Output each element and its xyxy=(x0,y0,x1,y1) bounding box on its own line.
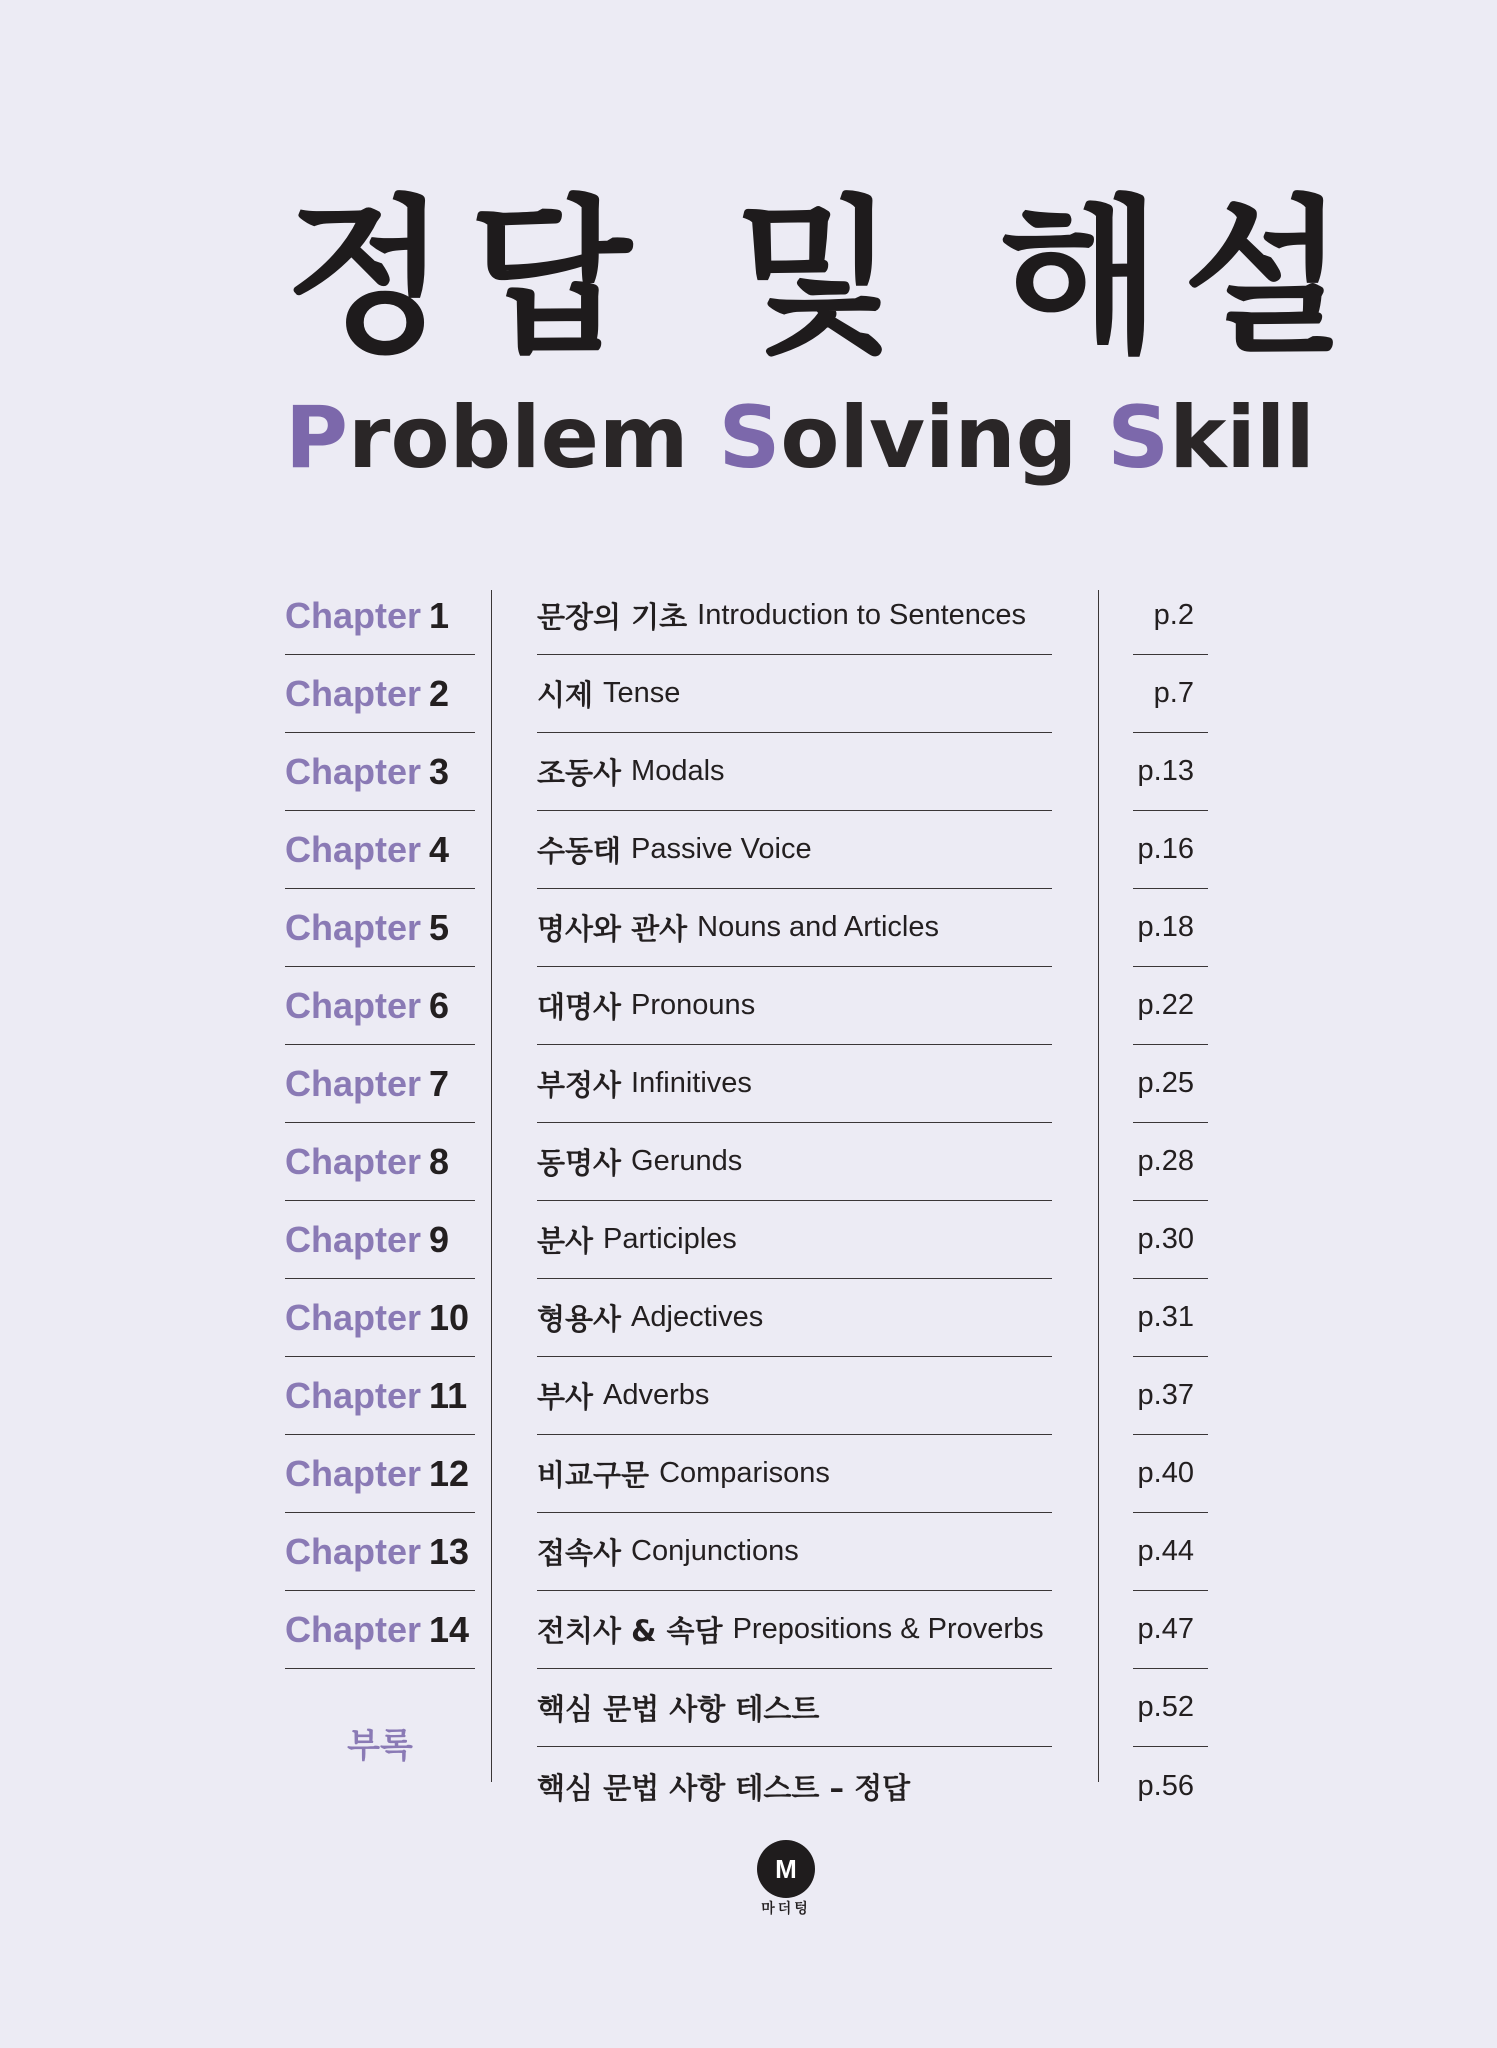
chapter-number: 2 xyxy=(429,672,450,714)
page-number: p.13 xyxy=(1137,755,1194,787)
toc-entry[interactable] xyxy=(537,655,1052,733)
page-number: p.2 xyxy=(1153,599,1194,631)
toc-page-ref[interactable] xyxy=(1133,1045,1208,1123)
title-initial-p: P xyxy=(285,388,349,488)
chapter-label-row[interactable] xyxy=(285,1279,475,1357)
page-number: p.25 xyxy=(1137,1067,1194,1099)
entry-title-korean: 핵심 문법 사항 테스트 xyxy=(537,1692,820,1726)
toc-page-ref[interactable] xyxy=(1133,811,1208,889)
toc-entry[interactable] xyxy=(537,1435,1052,1513)
toc-entry[interactable] xyxy=(537,1513,1052,1591)
chapter-column xyxy=(285,577,475,1669)
page-number: p.16 xyxy=(1137,833,1194,865)
toc-entry[interactable] xyxy=(537,889,1052,967)
toc-page-ref[interactable] xyxy=(1133,1747,1208,1825)
chapter-number: 8 xyxy=(429,1140,450,1182)
entry-title-english: Tense xyxy=(603,677,681,709)
column-divider-left xyxy=(491,590,492,1782)
toc-entry[interactable] xyxy=(537,733,1052,811)
toc-entry[interactable] xyxy=(537,1357,1052,1435)
chapter-label-row[interactable] xyxy=(285,577,475,655)
chapter-number: 14 xyxy=(429,1608,470,1650)
entry-title-korean: 명사와 관사 xyxy=(537,912,688,946)
appendix-entry[interactable] xyxy=(537,1669,1052,1747)
entry-title-korean: 문장의 기초 xyxy=(537,600,688,634)
toc-page-ref[interactable] xyxy=(1133,1591,1208,1669)
page-number: p.40 xyxy=(1137,1457,1194,1489)
title-initial-s1: S xyxy=(718,388,781,488)
chapter-word: Chapter xyxy=(285,1374,422,1416)
entry-title-korean: 핵심 문법 사항 테스트 – 정답 xyxy=(537,1770,911,1805)
entry-title-english: Adjectives xyxy=(631,1301,764,1333)
entry-title-english: Comparisons xyxy=(659,1457,830,1489)
toc-page-ref[interactable] xyxy=(1133,1435,1208,1513)
chapter-word: Chapter xyxy=(285,594,422,636)
entry-title-english: Gerunds xyxy=(631,1145,743,1177)
chapter-word: Chapter xyxy=(285,1296,422,1338)
toc-entry[interactable] xyxy=(537,967,1052,1045)
page-number: p.52 xyxy=(1137,1691,1194,1723)
chapter-number: 10 xyxy=(429,1296,470,1338)
publisher-logo-icon xyxy=(757,1840,815,1898)
publisher-name: 마더텅 xyxy=(761,1901,811,1917)
entry-title-english: Introduction to Sentences xyxy=(697,599,1027,631)
toc-entry[interactable] xyxy=(537,1591,1052,1669)
chapter-number: 4 xyxy=(429,828,450,870)
toc-entry[interactable] xyxy=(537,1279,1052,1357)
logo-letter: M xyxy=(775,1853,797,1884)
entry-title-korean: 접속사 xyxy=(537,1536,622,1570)
entry-title-korean: 비교구문 xyxy=(537,1458,650,1492)
page-column xyxy=(1133,577,1208,1825)
entry-title-korean: 동명사 xyxy=(537,1146,622,1180)
chapter-label-row[interactable] xyxy=(285,1357,475,1435)
chapter-word: Chapter xyxy=(285,750,422,792)
page-number: p.30 xyxy=(1137,1223,1194,1255)
chapter-word: Chapter xyxy=(285,672,422,714)
title-word-skill: kill xyxy=(1169,388,1315,488)
chapter-label-row[interactable] xyxy=(285,1435,475,1513)
chapter-number: 1 xyxy=(429,594,450,636)
entry-title-english: Infinitives xyxy=(631,1067,752,1099)
chapter-word: Chapter xyxy=(285,1608,422,1650)
chapter-label-row[interactable] xyxy=(285,811,475,889)
toc-entry[interactable] xyxy=(537,1123,1052,1201)
entry-title-korean: 대명사 xyxy=(537,990,622,1024)
entry-title-korean: 부정사 xyxy=(537,1068,622,1102)
chapter-number: 3 xyxy=(429,750,450,792)
chapter-word: Chapter xyxy=(285,1452,422,1494)
page-number: p.18 xyxy=(1137,911,1194,943)
entry-title-korean: 조동사 xyxy=(537,756,622,790)
chapter-word: Chapter xyxy=(285,828,422,870)
entry-title-english: Passive Voice xyxy=(631,833,812,865)
chapter-word: Chapter xyxy=(285,1062,422,1104)
chapter-label-row[interactable] xyxy=(285,655,475,733)
page-number: p.28 xyxy=(1137,1145,1194,1177)
entry-title-english: Prepositions & Proverbs xyxy=(732,1613,1044,1645)
entry-title-english: Modals xyxy=(631,755,725,787)
chapter-number: 12 xyxy=(429,1452,470,1494)
title-initial-s2: S xyxy=(1107,388,1170,488)
toc-page-ref[interactable] xyxy=(1133,733,1208,811)
chapter-label-row[interactable] xyxy=(285,733,475,811)
page-number: p.22 xyxy=(1137,989,1194,1021)
chapter-label-row[interactable] xyxy=(285,1123,475,1201)
chapter-number: 6 xyxy=(429,984,450,1026)
chapter-label-row[interactable] xyxy=(285,967,475,1045)
toc-entry[interactable] xyxy=(537,1045,1052,1123)
appendix-label: 부록 xyxy=(347,1726,413,1766)
title-word-problem: roblem xyxy=(348,388,719,488)
entry-title-english: Adverbs xyxy=(603,1379,710,1411)
chapter-word: Chapter xyxy=(285,1140,422,1182)
entry-title-korean: 수동태 xyxy=(537,834,622,868)
page-number: p.7 xyxy=(1153,677,1194,709)
entry-title-korean: 부사 xyxy=(537,1380,594,1414)
toc-page-ref[interactable] xyxy=(1133,1123,1208,1201)
page-number: p.37 xyxy=(1137,1379,1194,1411)
toc-page-ref[interactable] xyxy=(1133,889,1208,967)
entry-title-english: Conjunctions xyxy=(631,1535,799,1567)
toc-page-ref[interactable] xyxy=(1133,1669,1208,1747)
chapter-word: Chapter xyxy=(285,984,422,1026)
toc-entry[interactable] xyxy=(537,1201,1052,1279)
title-word-solving: olving xyxy=(780,388,1108,488)
page-number: p.31 xyxy=(1137,1301,1194,1333)
chapter-number: 9 xyxy=(429,1218,450,1260)
entry-title-english: Nouns and Articles xyxy=(697,911,939,943)
page-number: p.44 xyxy=(1137,1535,1194,1567)
chapter-label-row[interactable] xyxy=(285,889,475,967)
toc-entry[interactable] xyxy=(537,811,1052,889)
toc-page-ref[interactable] xyxy=(1133,655,1208,733)
entry-title-korean: 시제 xyxy=(537,678,594,712)
toc-page-ref[interactable] xyxy=(1133,1201,1208,1279)
chapter-label-row[interactable] xyxy=(285,1591,475,1669)
chapter-number: 7 xyxy=(429,1062,450,1104)
chapter-word: Chapter xyxy=(285,1218,422,1260)
entry-title-korean: 전치사 & 속담 xyxy=(537,1614,723,1648)
page-title-korean: 정답 및 해설 xyxy=(285,180,1368,376)
chapter-word: Chapter xyxy=(285,906,422,948)
toc-page-ref[interactable] xyxy=(1133,1279,1208,1357)
appendix-entry[interactable] xyxy=(537,1747,1052,1825)
toc-page-ref[interactable] xyxy=(1133,577,1208,655)
chapter-number: 11 xyxy=(429,1374,468,1416)
entry-title-english: Pronouns xyxy=(631,989,756,1021)
toc-page-ref[interactable] xyxy=(1133,1513,1208,1591)
entry-title-english: Participles xyxy=(603,1223,737,1255)
entry-title-korean: 형용사 xyxy=(537,1302,622,1336)
title-column xyxy=(537,577,1052,1825)
chapter-word: Chapter xyxy=(285,1530,422,1572)
page-number: p.56 xyxy=(1137,1769,1194,1802)
entry-title-korean: 분사 xyxy=(537,1224,594,1258)
toc-page-ref[interactable] xyxy=(1133,967,1208,1045)
chapter-label-row[interactable] xyxy=(285,1201,475,1279)
chapter-number: 13 xyxy=(429,1530,470,1572)
toc-page-ref[interactable] xyxy=(1133,1357,1208,1435)
toc-entry[interactable] xyxy=(537,577,1052,655)
page-number: p.47 xyxy=(1137,1613,1194,1645)
page-title-english xyxy=(285,388,1315,488)
chapter-number: 5 xyxy=(429,906,450,948)
chapter-label-row[interactable] xyxy=(285,1045,475,1123)
column-divider-right xyxy=(1098,590,1099,1782)
chapter-label-row[interactable] xyxy=(285,1513,475,1591)
